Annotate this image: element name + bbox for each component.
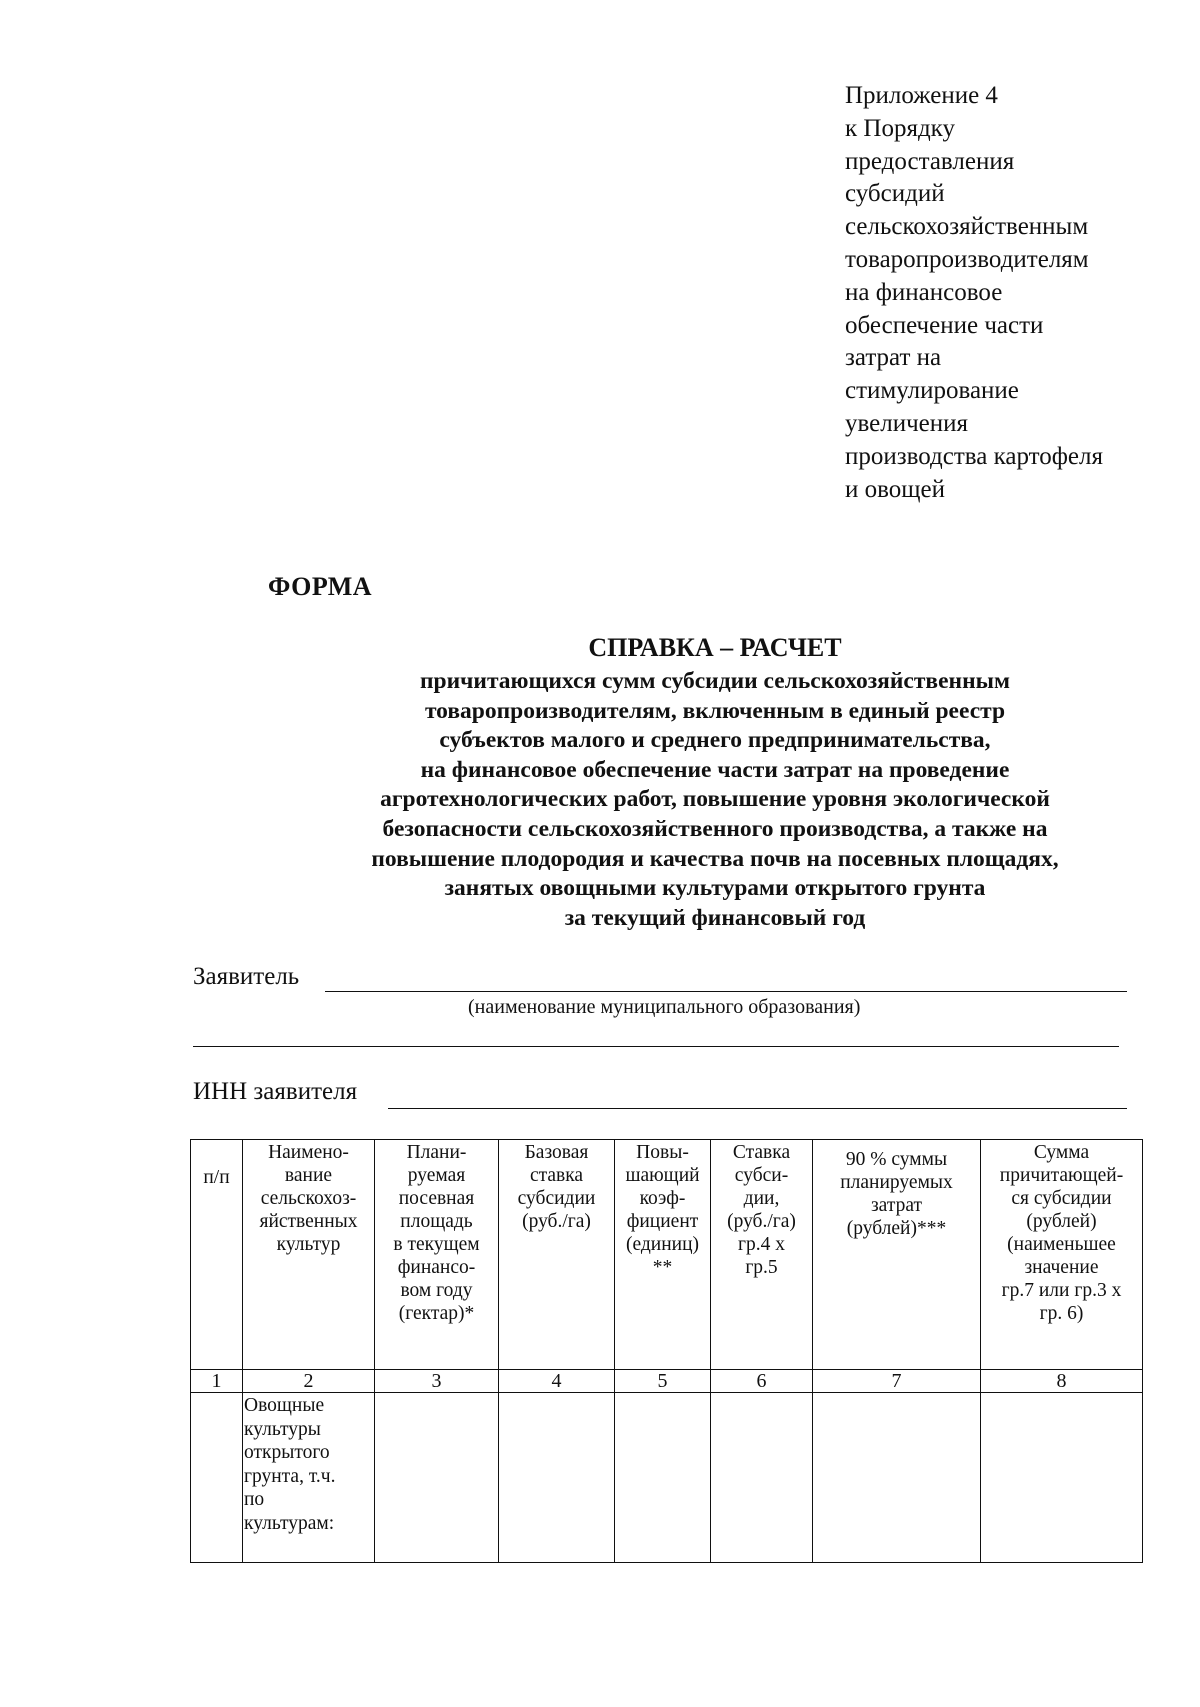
header-text: гр.7 или гр.3 х xyxy=(1001,1280,1122,1301)
subtitle-line: причитающихся сумм субсидии сельскохозяйственным xyxy=(420,668,1010,694)
header-text: руемая xyxy=(407,1165,466,1186)
document-subtitle xyxy=(230,667,1200,933)
header-text: дии, xyxy=(743,1188,780,1209)
header-text: площадь xyxy=(400,1211,473,1232)
applicant-caption: (наименование муниципального образования) xyxy=(468,996,861,1018)
column-number: 7 xyxy=(813,1370,981,1393)
crop-name-text: открытого xyxy=(244,1442,330,1463)
subtitle-line: на финансовое обеспечение части затрат на проведение xyxy=(420,756,1010,783)
coefficient-cell[interactable] xyxy=(615,1393,711,1563)
header-text: субси- xyxy=(734,1165,789,1186)
applicant-second-line[interactable] xyxy=(193,1046,1119,1047)
column-number: 5 xyxy=(615,1370,711,1393)
column-number: 3 xyxy=(375,1370,499,1393)
table-row xyxy=(191,1393,1143,1563)
header-text: фициент xyxy=(626,1211,699,1232)
header-cell-coefficient xyxy=(615,1140,711,1370)
header-text: вание xyxy=(284,1165,333,1186)
column-number: 6 xyxy=(711,1370,813,1393)
subtitle-line: занятых овощными культурами открытого грунта xyxy=(444,875,986,902)
header-text: ся субсидии xyxy=(1011,1188,1112,1209)
header-text: (наименьшее xyxy=(1007,1234,1116,1255)
subsidy-amount-cell[interactable] xyxy=(981,1393,1143,1563)
crop-name-cell[interactable] xyxy=(243,1393,375,1563)
header-text: финансо- xyxy=(397,1257,476,1278)
header-text: шающий xyxy=(625,1165,700,1186)
header-text: (рублей)*** xyxy=(846,1218,947,1239)
header-text: гр. 6) xyxy=(1039,1303,1084,1324)
header-text: (руб./га) xyxy=(522,1211,591,1232)
header-text: причитающей- xyxy=(999,1165,1124,1186)
header-text: яйственных xyxy=(259,1211,358,1232)
column-number-row xyxy=(191,1370,1143,1393)
subtitle-line: безопасности сельскохозяйственного производства, а также на xyxy=(382,815,1048,842)
appendix-line: Приложение 4 xyxy=(845,82,998,109)
applicant-label: Заявитель xyxy=(193,963,300,990)
header-text: Ставка xyxy=(732,1142,791,1163)
header-cell-subsidy-rate xyxy=(711,1140,813,1370)
header-text: сельскохоз- xyxy=(260,1188,357,1209)
appendix-line: предоставления xyxy=(845,147,1015,175)
subtitle-line: повышение плодородия и качества почв на посевных площадях, xyxy=(371,845,1059,872)
appendix-reference xyxy=(845,80,1185,506)
header-text: (рублей) xyxy=(1026,1211,1097,1232)
appendix-line: увеличения xyxy=(845,409,969,437)
header-text: посевная xyxy=(398,1188,475,1209)
column-number: 2 xyxy=(243,1370,375,1393)
inn-label: ИНН заявителя xyxy=(193,1078,358,1105)
header-text: ** xyxy=(652,1257,673,1278)
appendix-line: производства картофеля xyxy=(845,442,1104,470)
inn-input-line[interactable] xyxy=(388,1108,1127,1109)
header-text: субсидии xyxy=(517,1188,596,1209)
planned-area-cell[interactable] xyxy=(375,1393,499,1563)
appendix-line: и овощей xyxy=(845,475,945,503)
header-text: Наимено- xyxy=(268,1142,349,1163)
header-text: планируемых xyxy=(840,1172,953,1193)
subtitle-line: товаропроизводителям, включенным в единый реестр xyxy=(424,697,1006,724)
header-text: Плани- xyxy=(406,1142,467,1163)
header-text: гр.4 х xyxy=(738,1234,785,1255)
header-cell-index xyxy=(191,1140,243,1370)
header-text: вом году xyxy=(400,1280,473,1301)
header-text: культур xyxy=(276,1234,341,1255)
appendix-line: сельскохозяйственным xyxy=(845,213,1089,241)
header-cell-base-rate xyxy=(499,1140,615,1370)
crop-name-text: грунта, т.ч. xyxy=(244,1465,336,1487)
header-text: гр.5 xyxy=(745,1257,778,1278)
header-text: 90 % суммы xyxy=(845,1149,948,1170)
table-header-row xyxy=(191,1140,1143,1370)
header-text: (гектар)* xyxy=(398,1303,475,1324)
header-text: Базовая xyxy=(524,1142,589,1163)
header-text: значение xyxy=(1024,1257,1099,1278)
appendix-line: товаропроизводителям xyxy=(845,245,1089,273)
crop-name-text: Овощные xyxy=(244,1395,325,1416)
form-label: ФОРМА xyxy=(268,572,373,601)
row-number-cell[interactable] xyxy=(191,1393,243,1563)
header-cell-planned-area xyxy=(375,1140,499,1370)
appendix-line: на финансовое xyxy=(845,278,1003,306)
column-number: 1 xyxy=(191,1370,243,1393)
subsidy-calculation-table xyxy=(190,1139,1143,1563)
header-text: коэф- xyxy=(639,1188,686,1209)
header-cell-crop-name xyxy=(243,1140,375,1370)
column-number: 8 xyxy=(981,1370,1143,1393)
header-cell-planned-costs xyxy=(813,1140,981,1370)
appendix-line: обеспечение части xyxy=(845,311,1044,339)
header-text: (руб./га) xyxy=(727,1211,796,1232)
header-text: затрат xyxy=(870,1195,923,1216)
header-text: ставка xyxy=(529,1165,584,1186)
crop-name-text: культуры xyxy=(244,1418,321,1440)
appendix-line: стимулирование xyxy=(845,377,1019,405)
subtitle-line: субъектов малого и среднего предпринимательства, xyxy=(439,727,991,754)
base-rate-cell[interactable] xyxy=(499,1393,615,1563)
header-text: п/п xyxy=(203,1167,230,1188)
document-title: СПРАВКА – РАСЧЕТ xyxy=(588,633,842,662)
appendix-line: затрат на xyxy=(845,344,942,372)
subsidy-rate-cell[interactable] xyxy=(711,1393,813,1563)
header-text: в текущем xyxy=(393,1234,480,1255)
crop-name-text: культурам: xyxy=(244,1512,335,1534)
planned-costs-cell[interactable] xyxy=(813,1393,981,1563)
appendix-line: субсидий xyxy=(845,180,945,208)
header-text: Сумма xyxy=(1033,1142,1090,1163)
subtitle-line: агротехнологических работ, повышение уровня экологической xyxy=(380,786,1050,813)
header-text: (единиц) xyxy=(625,1234,700,1255)
applicant-input-line[interactable] xyxy=(325,991,1127,992)
header-cell-subsidy-amount xyxy=(981,1140,1143,1370)
header-text: Повы- xyxy=(636,1142,689,1163)
subtitle-line: за текущий финансовый год xyxy=(564,904,866,931)
crop-name-text: по xyxy=(244,1489,265,1510)
appendix-line: к Порядку xyxy=(845,114,955,142)
column-number: 4 xyxy=(499,1370,615,1393)
